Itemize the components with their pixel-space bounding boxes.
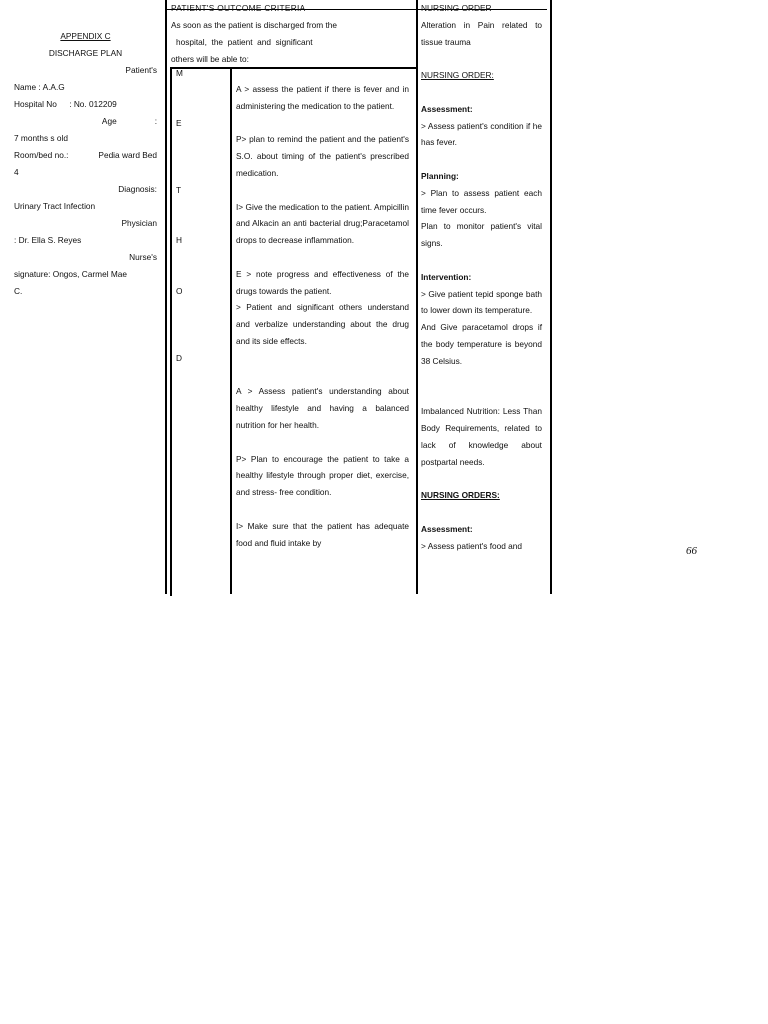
nursing-order-column <box>421 0 542 554</box>
plan-title: DISCHARGE PLAN <box>48 48 123 58</box>
criteria-item: A > Assess patient's understanding about healthy lifestyle and having a balanced nutrition for her health. <box>236 386 409 430</box>
nurse-value-line1: signature: Ongos, Carmel Mae <box>14 269 127 279</box>
assessment-label-2: Assessment: <box>421 523 473 534</box>
method-divider <box>230 67 232 594</box>
method-letter-e: E <box>176 118 182 128</box>
column-divider <box>416 0 418 594</box>
room-value: Pedia ward Bed <box>98 150 157 160</box>
criteria-item: I> Make sure that the patient has adequate food and fluid intake by <box>236 520 409 548</box>
age-label: Age <box>101 116 117 126</box>
planning-text-a: > Plan to assess patient each time fever occurs. <box>421 187 542 215</box>
criteria-item: P> plan to remind the patient and the patient's S.O. about timing of the patient's prescribed medication. <box>236 134 409 178</box>
nursing-diagnosis-2: Imbalanced Nutrition: Less Than Body Requirements, related to lack of knowledge about postpartal needs. <box>421 406 542 467</box>
nursing-orders-label-2: NURSING ORDERS: <box>421 490 500 501</box>
nursing-diagnosis-1: Alteration in Pain related to tissue trauma <box>421 19 542 47</box>
criteria-list <box>236 81 409 551</box>
diagnosis-label: Diagnosis: <box>118 184 157 194</box>
criteria-item: > Patient and significant others understand and verbalize understanding about the drug and its side effects. <box>236 302 409 346</box>
method-letter-t: T <box>176 185 182 195</box>
room-row <box>14 147 157 164</box>
assessment-text-1: > Assess patient's condition if he has fever. <box>421 120 542 148</box>
nursing-orders-label-1: NURSING ORDER: <box>421 70 494 81</box>
intervention-text-a: > Give patient tepid sponge bath to lower down its temperature. <box>421 288 542 316</box>
patient-info <box>14 28 157 300</box>
hospital-no-value: : No. 012209 <box>69 99 117 109</box>
intervention-label: Intervention: <box>421 271 472 282</box>
age-colon: : <box>154 116 157 126</box>
diagnosis-value: Urinary Tract Infection <box>14 201 96 211</box>
hospital-no-label: Hospital No <box>14 99 57 109</box>
method-letter-h: H <box>176 235 182 245</box>
patient-name: Name : A.A.G <box>14 82 65 92</box>
criteria-item: E > note progress and effectiveness of the drugs towards the patient. <box>236 268 409 296</box>
nursing-header: NURSING ORDER <box>421 3 492 13</box>
outcome-intro-1: As soon as the patient is discharged from the <box>171 20 338 30</box>
patients-label: Patient's <box>125 65 157 75</box>
method-letter-d: D <box>176 353 182 363</box>
criteria-item: I> Give the medication to the patient. Ampicillin and Alkacin an anti bacterial drug;Paracetamol drops to decrease inflammation. <box>236 201 409 246</box>
physician-label: Physician <box>121 218 157 228</box>
room-bed: 4 <box>14 167 19 177</box>
outcome-intro-3: others will be able to: <box>171 54 249 64</box>
outcome-criteria-header-block <box>171 0 413 68</box>
assessment-label-1: Assessment: <box>421 103 473 114</box>
appendix-title: APPENDIX C <box>60 31 111 41</box>
criteria-item: A > assess the patient if there is fever and in administering the medication to the patient. <box>236 84 409 111</box>
assessment-text-2: > Assess patient's food and <box>421 540 522 551</box>
page-number: 66 <box>686 545 697 557</box>
physician-value: : Dr. Ella S. Reyes <box>14 235 82 245</box>
room-label: Room/bed no.: <box>14 150 69 160</box>
planning-label: Planning: <box>421 170 459 181</box>
method-letter-o: O <box>176 286 183 296</box>
outcome-header: PATIENT'S OUTCOME CRITERIA <box>171 3 306 13</box>
nurse-value-line2: C. <box>14 286 23 296</box>
criteria-item: P> Plan to encourage the patient to take a healthy lifestyle through proper diet, exercise, and stress- free condition. <box>236 453 409 498</box>
planning-text-b: Plan to monitor patient's vital signs. <box>421 221 542 249</box>
hospital-no <box>14 96 157 113</box>
age-value: 7 months s old <box>14 133 68 143</box>
age-row <box>14 113 157 130</box>
intervention-text-b: And Give paracetamol drops if the body temperature is beyond 38 Celsius. <box>421 322 542 366</box>
outcome-intro-2: hospital, the patient and significant <box>176 37 313 47</box>
method-letter-m: M <box>176 68 183 78</box>
nurse-label: Nurse's <box>129 252 157 262</box>
